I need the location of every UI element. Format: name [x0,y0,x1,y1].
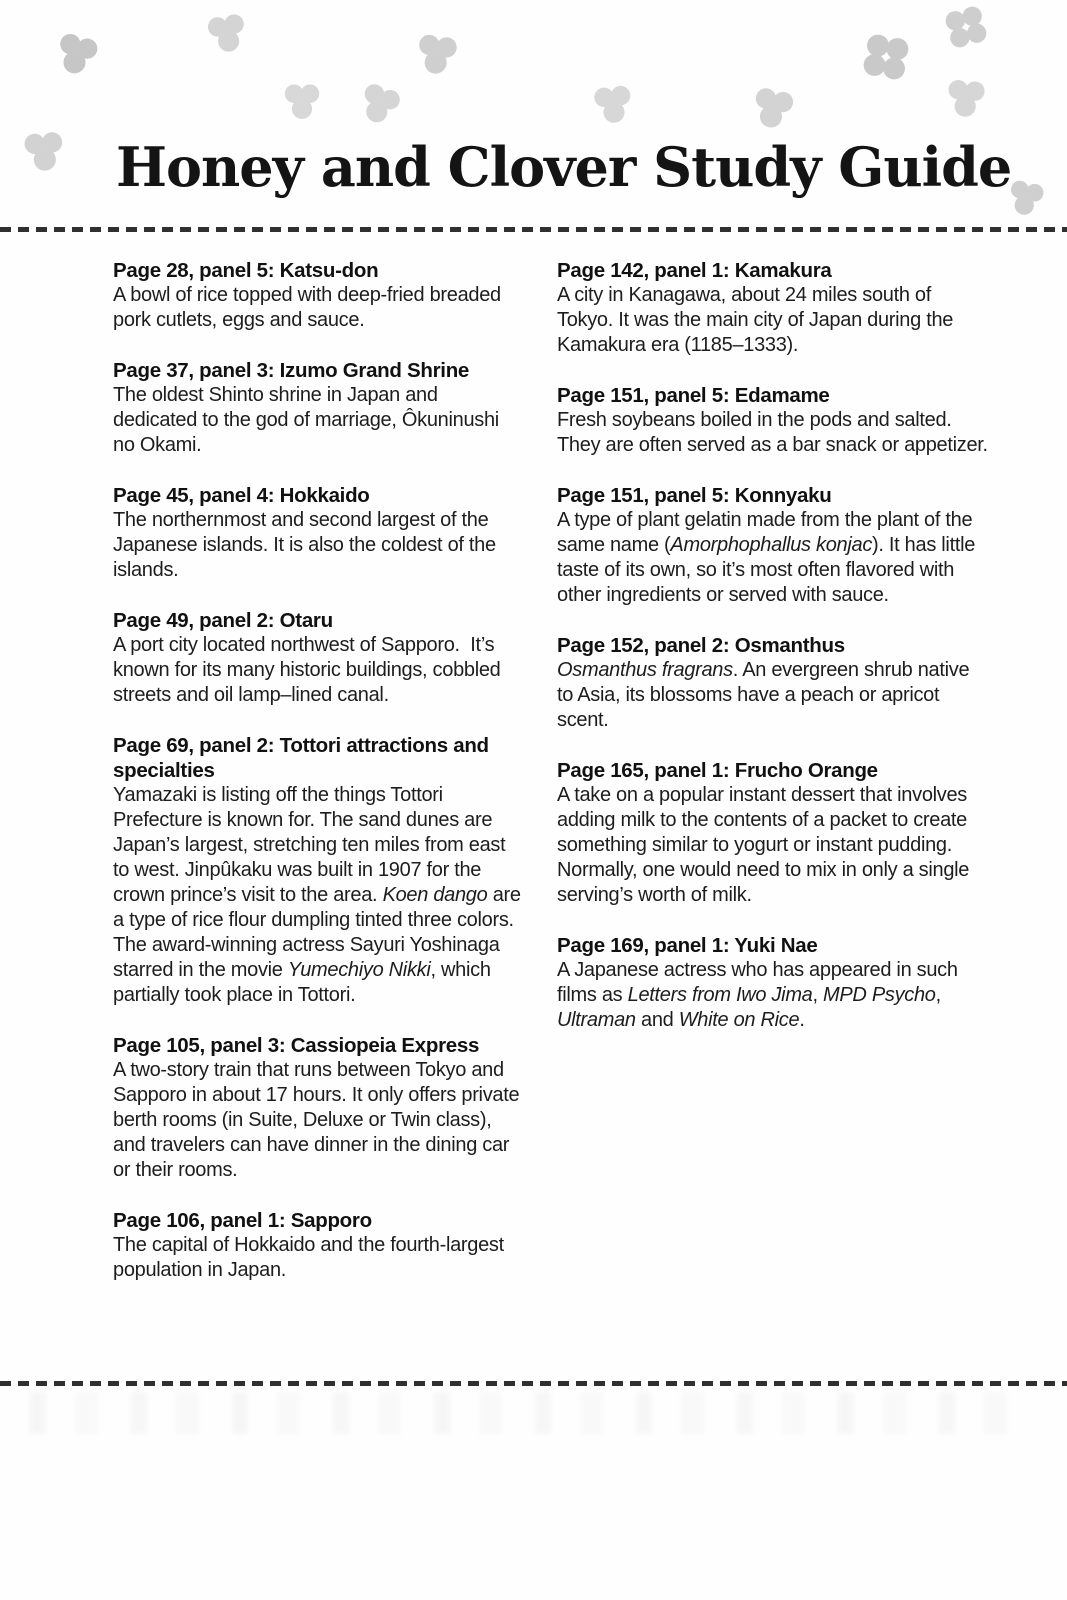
clover-icon [352,75,408,131]
entry-heading: Page 152, panel 2: Osmanthus [557,634,845,657]
italic-term: MPD Psycho [823,984,936,1006]
entry-heading: Page 45, panel 4: Hokkaido [113,484,370,507]
body-text: , which partially took place in Tottori. [113,959,496,1006]
body-text: A two-story train that runs between Tokyo and Sapporo in about 17 hours. It only offers private berth rooms (in Suite, Deluxe or Twin class), and travelers can have dinner in the dining car or their rooms. [113,1059,525,1181]
body-text: The capital of Hokkaido and the fourth-largest population in Japan. [113,1234,510,1281]
body-text: Yamazaki is listing off the things Tottori Prefecture is known for. The sand dunes are Japan’s largest, stretching ten miles from east to west. Jinpûkaku was built in 1907 for the crown prince’s visit to the area. [113,784,511,906]
entry-body [557,283,989,358]
italic-term: Letters from Iwo Jima [627,984,813,1006]
italic-term: Amorphophallus konjac [670,534,873,556]
body-text: and [635,1009,679,1031]
glossary-entry [557,258,989,358]
entry-body [113,383,523,458]
body-text: A Japanese actress who has appeared in such films as [557,959,963,1006]
italic-term: White on Rice [678,1009,800,1031]
entry-heading: Page 142, panel 1: Kamakura [557,259,832,282]
clover-icon [942,73,990,121]
clover-icon [19,125,69,175]
glossary-entry [113,483,523,583]
body-text: , [935,984,947,1006]
italic-term: Osmanthus fragrans [557,659,733,681]
glossary-entry [557,758,989,908]
body-text: . An evergreen shrub native to Asia, its blossoms have a peach or apricot scent. [557,659,975,731]
body-text: , [812,984,824,1006]
clover-icon [281,79,323,121]
entry-body [557,658,989,733]
entry-heading: Page 165, panel 1: Frucho Orange [557,759,878,782]
scan-artifact-band [30,1392,1030,1434]
page-title: Honey and Clover Study Guide [116,135,1012,199]
italic-term: Yumechiyo Nikki [287,959,431,981]
clover-icon [411,27,463,79]
dashed-divider-top [0,227,1067,232]
glossary-entry [557,383,989,458]
glossary-entry [557,633,989,733]
body-text: A type of plant gelatin made from the plant of the same name ( [557,509,978,556]
body-text: . [799,1009,805,1031]
body-text: A port city located northwest of Sapporo. It’s known for its many historic buildings, cobbled streets and oil lamp–lined canal. [113,634,506,706]
glossary-entry [113,733,526,1008]
entry-body [113,783,526,1008]
entry-heading: Page 28, panel 5: Katsu-don [113,259,379,282]
clover-icon [856,27,916,87]
body-text: are a type of rice flour dumpling tinted three colors. The award-winning actress Sayuri Yoshinaga starred in the movie [113,884,526,981]
entry-body [113,508,523,583]
entry-body [113,1058,523,1183]
clover-icon [746,80,801,135]
glossary-entry [113,358,523,458]
body-text: A take on a popular instant dessert that involves adding milk to the contents of a packet to create something similar to yogurt or instant pudding. Normally, one would need to mix in only a single serving’s worth of milk. [557,784,975,906]
dashed-divider-bottom [0,1381,1067,1386]
body-text: ). It has little taste of its own, so it’s most often flavored with other ingredients or served with sauce. [557,534,981,606]
left-column [113,258,526,1283]
entry-body [113,1233,523,1283]
entry-heading: Page 49, panel 2: Otaru [113,609,333,632]
entry-body [113,633,523,708]
glossary-entry [113,1033,523,1183]
body-text: A bowl of rice topped with deep-fried breaded pork cutlets, eggs and sauce. [113,284,507,331]
right-column [557,258,989,1033]
glossary-entry [113,608,523,708]
entry-body [557,408,989,458]
entry-heading: Page 169, panel 1: Yuki Nae [557,934,818,957]
clover-icon [589,79,637,127]
body-text: A city in Kanagawa, about 24 miles south of Tokyo. It was the main city of Japan during the Kamakura era (1185–1333). [557,284,959,356]
body-text: Fresh soybeans boiled in the pods and salted. They are often served as a bar snack or appetizer. [557,409,988,456]
glossary-entry [557,483,989,608]
entry-heading: Page 105, panel 3: Cassiopeia Express [113,1034,480,1057]
glossary-entry [113,258,523,333]
entry-body [557,783,989,908]
clover-icon [202,7,253,58]
glossary-entry [113,1208,523,1283]
italic-term: Ultraman [557,1009,636,1031]
body-text: The northernmost and second largest of the Japanese islands. It is also the coldest of the islands. [113,509,502,581]
entry-heading: Page 151, panel 5: Konnyaku [557,484,832,507]
body-text: The oldest Shinto shrine in Japan and dedicated to the god of marriage, Ôkuninushi no Okami. [113,384,505,456]
italic-term: Koen dango [382,884,488,906]
clover-icon [49,25,105,81]
entry-body [557,508,989,608]
entry-heading: Page 69, panel 2: Tottori attractions and specialties [113,734,489,782]
entry-heading: Page 106, panel 1: Sapporo [113,1209,372,1232]
entry-body [113,283,523,333]
entry-heading: Page 151, panel 5: Edamame [557,384,830,407]
entry-body [557,958,989,1033]
entry-heading: Page 37, panel 3: Izumo Grand Shrine [113,359,470,382]
clover-icon [938,0,994,55]
glossary-entry [557,933,989,1033]
